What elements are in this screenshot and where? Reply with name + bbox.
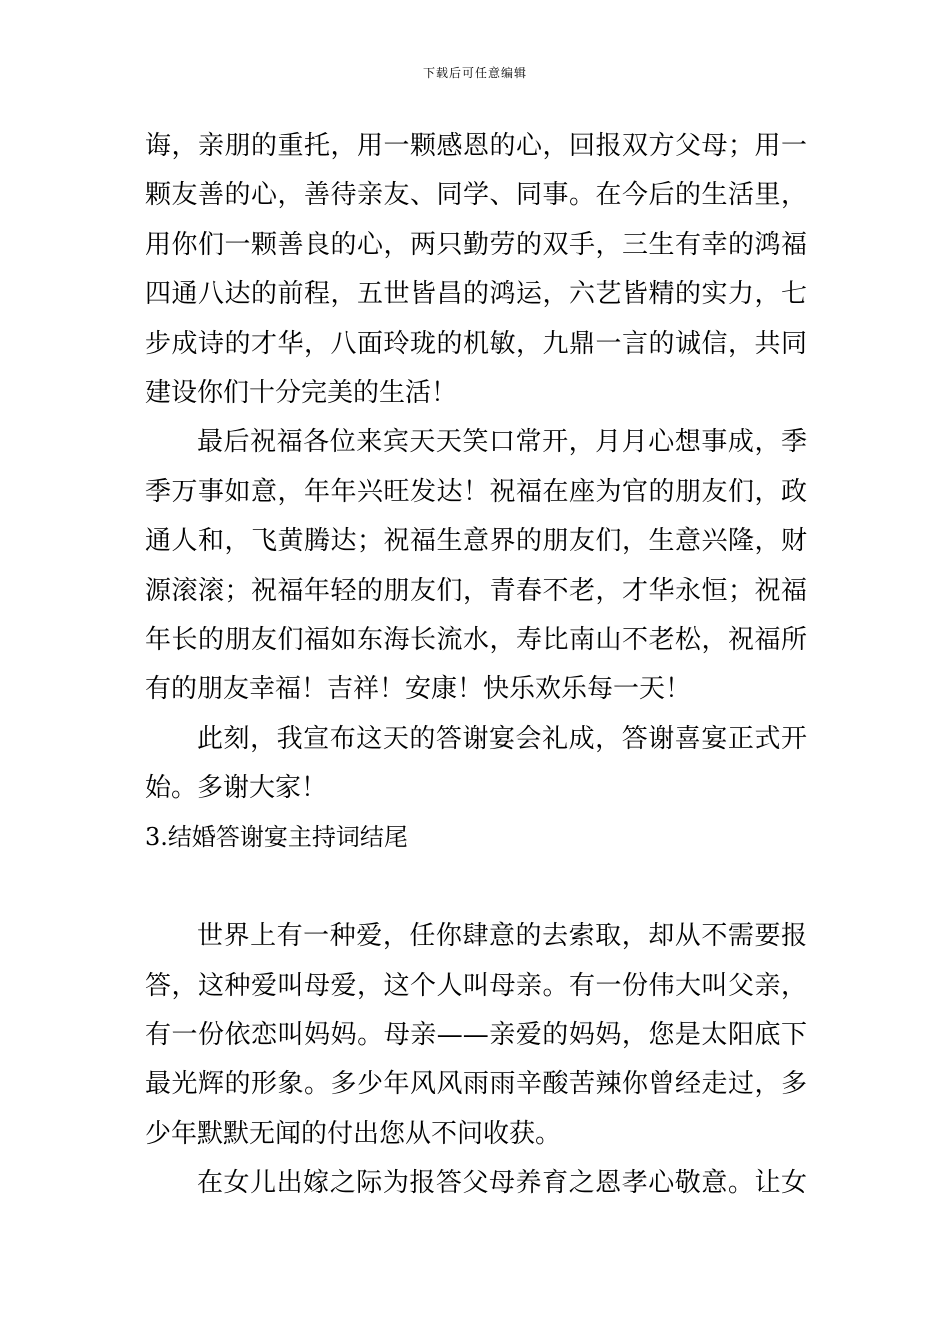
paragraph-first-line: 在女儿出嫁之际为报答父母养育之恩孝心敬意。让女 xyxy=(197,1168,807,1199)
text-line: 有一份依恋叫妈妈。母亲——亲爱的妈妈，您是太阳底下 xyxy=(145,1020,807,1051)
text-line: 步成诗的才华，八面玲珑的机敏，九鼎一言的诚信，共同 xyxy=(145,328,807,359)
section-heading: 3.结婚答谢宴主持词结尾 xyxy=(145,823,408,852)
text-line: 答，这种爱叫母爱，这个人叫母亲。有一份伟大叫父亲， xyxy=(145,970,807,1001)
paragraph-first-line: 世界上有一种爱，任你肆意的去索取，却从不需要报 xyxy=(197,921,807,952)
text-line: 少年默默无闻的付出您从不问收获。 xyxy=(145,1118,562,1149)
document-body xyxy=(145,122,807,1209)
text-line: 始。多谢大家！ xyxy=(145,773,328,804)
page-header: 下载后可任意编辑 xyxy=(422,66,527,80)
text-line: 季万事如意，年年兴旺发达！祝福在座为官的朋友们，政 xyxy=(145,476,807,507)
text-line: 诲，亲朋的重托，用一颗感恩的心，回报双方父母；用一 xyxy=(145,131,807,161)
blank-line xyxy=(145,863,807,912)
text-line: 年长的朋友们福如东海长流水，寿比南山不老松，祝福所 xyxy=(145,624,807,655)
text-line: 源滚滚；祝福年轻的朋友们，青春不老，才华永恒；祝福 xyxy=(145,575,807,606)
paragraph-first-line: 此刻，我宣布这天的答谢宴会礼成，答谢喜宴正式开 xyxy=(197,723,807,754)
text-line: 通人和，飞黄腾达；祝福生意界的朋友们，生意兴隆，财 xyxy=(145,526,807,557)
text-line: 建设你们十分完美的生活！ xyxy=(145,377,458,408)
text-line: 有的朋友幸福！吉祥！安康！快乐欢乐每一天！ xyxy=(145,674,692,705)
text-line: 四通八达的前程，五世皆昌的鸿运，六艺皆精的实力，七 xyxy=(145,279,807,310)
text-line: 最光辉的形象。多少年风风雨雨辛酸苦辣你曾经走过，多 xyxy=(145,1069,807,1100)
text-line: 用你们一颗善良的心，两只勤劳的双手，三生有幸的鸿福 xyxy=(145,229,807,260)
text-line: 颗友善的心，善待亲友、同学、同事。在今后的生活里， xyxy=(145,180,807,211)
paragraph-first-line: 最后祝福各位来宾天天笑口常开，月月心想事成，季 xyxy=(197,427,807,458)
